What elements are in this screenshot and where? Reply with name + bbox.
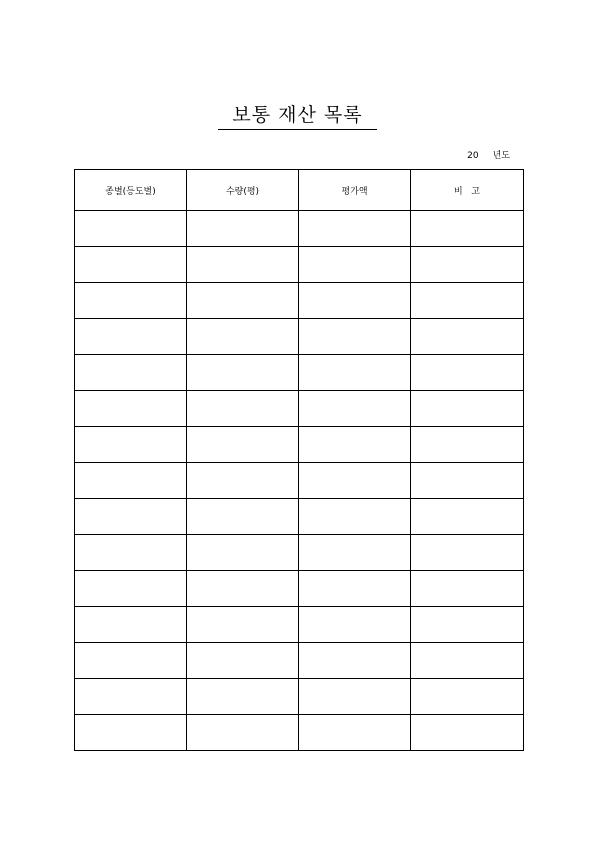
table-cell[interactable] [411, 427, 524, 463]
table-cell[interactable] [299, 319, 411, 355]
table-row [75, 535, 524, 571]
table-row [75, 715, 524, 751]
table-cell[interactable] [187, 355, 299, 391]
header-quantity: 수량(평) [187, 170, 299, 211]
table-cell[interactable] [75, 535, 187, 571]
table-cell[interactable] [75, 283, 187, 319]
table-cell[interactable] [299, 211, 411, 247]
table-cell[interactable] [411, 607, 524, 643]
table-cell[interactable] [299, 715, 411, 751]
table-cell[interactable] [187, 463, 299, 499]
table-cell[interactable] [187, 571, 299, 607]
table-cell[interactable] [75, 607, 187, 643]
table-cell[interactable] [411, 319, 524, 355]
table-row [75, 319, 524, 355]
table-cell[interactable] [411, 247, 524, 283]
table-header-row [75, 170, 524, 211]
table-cell[interactable] [75, 499, 187, 535]
property-inventory-table [74, 169, 524, 751]
table-row [75, 211, 524, 247]
table-cell[interactable] [299, 499, 411, 535]
page-title: 보통 재산 목록 [218, 103, 376, 130]
table-cell[interactable] [75, 571, 187, 607]
year-suffix: 년도 [492, 151, 510, 161]
table-row [75, 643, 524, 679]
table-cell[interactable] [299, 571, 411, 607]
header-appraised-value: 평가액 [299, 170, 411, 211]
table-row [75, 391, 524, 427]
table-cell[interactable] [187, 535, 299, 571]
table-cell[interactable] [411, 355, 524, 391]
table-cell[interactable] [187, 499, 299, 535]
table-cell[interactable] [187, 643, 299, 679]
table-cell[interactable] [299, 535, 411, 571]
table-cell[interactable] [75, 715, 187, 751]
header-category: 종별(등도별) [75, 170, 187, 211]
table-cell[interactable] [75, 247, 187, 283]
table-cell[interactable] [187, 715, 299, 751]
table-cell[interactable] [411, 535, 524, 571]
table-cell[interactable] [187, 247, 299, 283]
table-cell[interactable] [299, 607, 411, 643]
table-cell[interactable] [187, 391, 299, 427]
table-cell[interactable] [299, 355, 411, 391]
table-cell[interactable] [75, 643, 187, 679]
table-cell[interactable] [75, 463, 187, 499]
table-row [75, 247, 524, 283]
table-cell[interactable] [187, 679, 299, 715]
table-row [75, 427, 524, 463]
table-cell[interactable] [411, 679, 524, 715]
table-cell[interactable] [411, 571, 524, 607]
table-cell[interactable] [411, 211, 524, 247]
table-cell[interactable] [411, 283, 524, 319]
table-cell[interactable] [411, 463, 524, 499]
table-cell[interactable] [299, 247, 411, 283]
table-cell[interactable] [187, 319, 299, 355]
year-prefix: 20 [467, 151, 479, 161]
title-wrapper [0, 103, 595, 130]
table-cell[interactable] [299, 643, 411, 679]
table-cell[interactable] [75, 211, 187, 247]
table-cell[interactable] [299, 391, 411, 427]
table-cell[interactable] [299, 463, 411, 499]
table-cell[interactable] [187, 427, 299, 463]
table-row [75, 571, 524, 607]
table-cell[interactable] [187, 211, 299, 247]
table-cell[interactable] [299, 427, 411, 463]
table-cell[interactable] [299, 679, 411, 715]
table-cell[interactable] [411, 715, 524, 751]
table-cell[interactable] [75, 391, 187, 427]
table-cell[interactable] [411, 499, 524, 535]
table-cell[interactable] [75, 355, 187, 391]
table-cell[interactable] [411, 643, 524, 679]
table-row [75, 463, 524, 499]
table-row [75, 355, 524, 391]
table-cell[interactable] [75, 427, 187, 463]
table-body [75, 211, 524, 751]
year-label [467, 150, 510, 162]
table-cell[interactable] [411, 391, 524, 427]
table-cell[interactable] [75, 679, 187, 715]
table-row [75, 499, 524, 535]
table-cell[interactable] [187, 607, 299, 643]
table-row [75, 607, 524, 643]
table-cell[interactable] [187, 283, 299, 319]
table-cell[interactable] [299, 283, 411, 319]
header-remarks: 비 고 [411, 170, 524, 211]
table-row [75, 283, 524, 319]
table-cell[interactable] [75, 319, 187, 355]
table-row [75, 679, 524, 715]
